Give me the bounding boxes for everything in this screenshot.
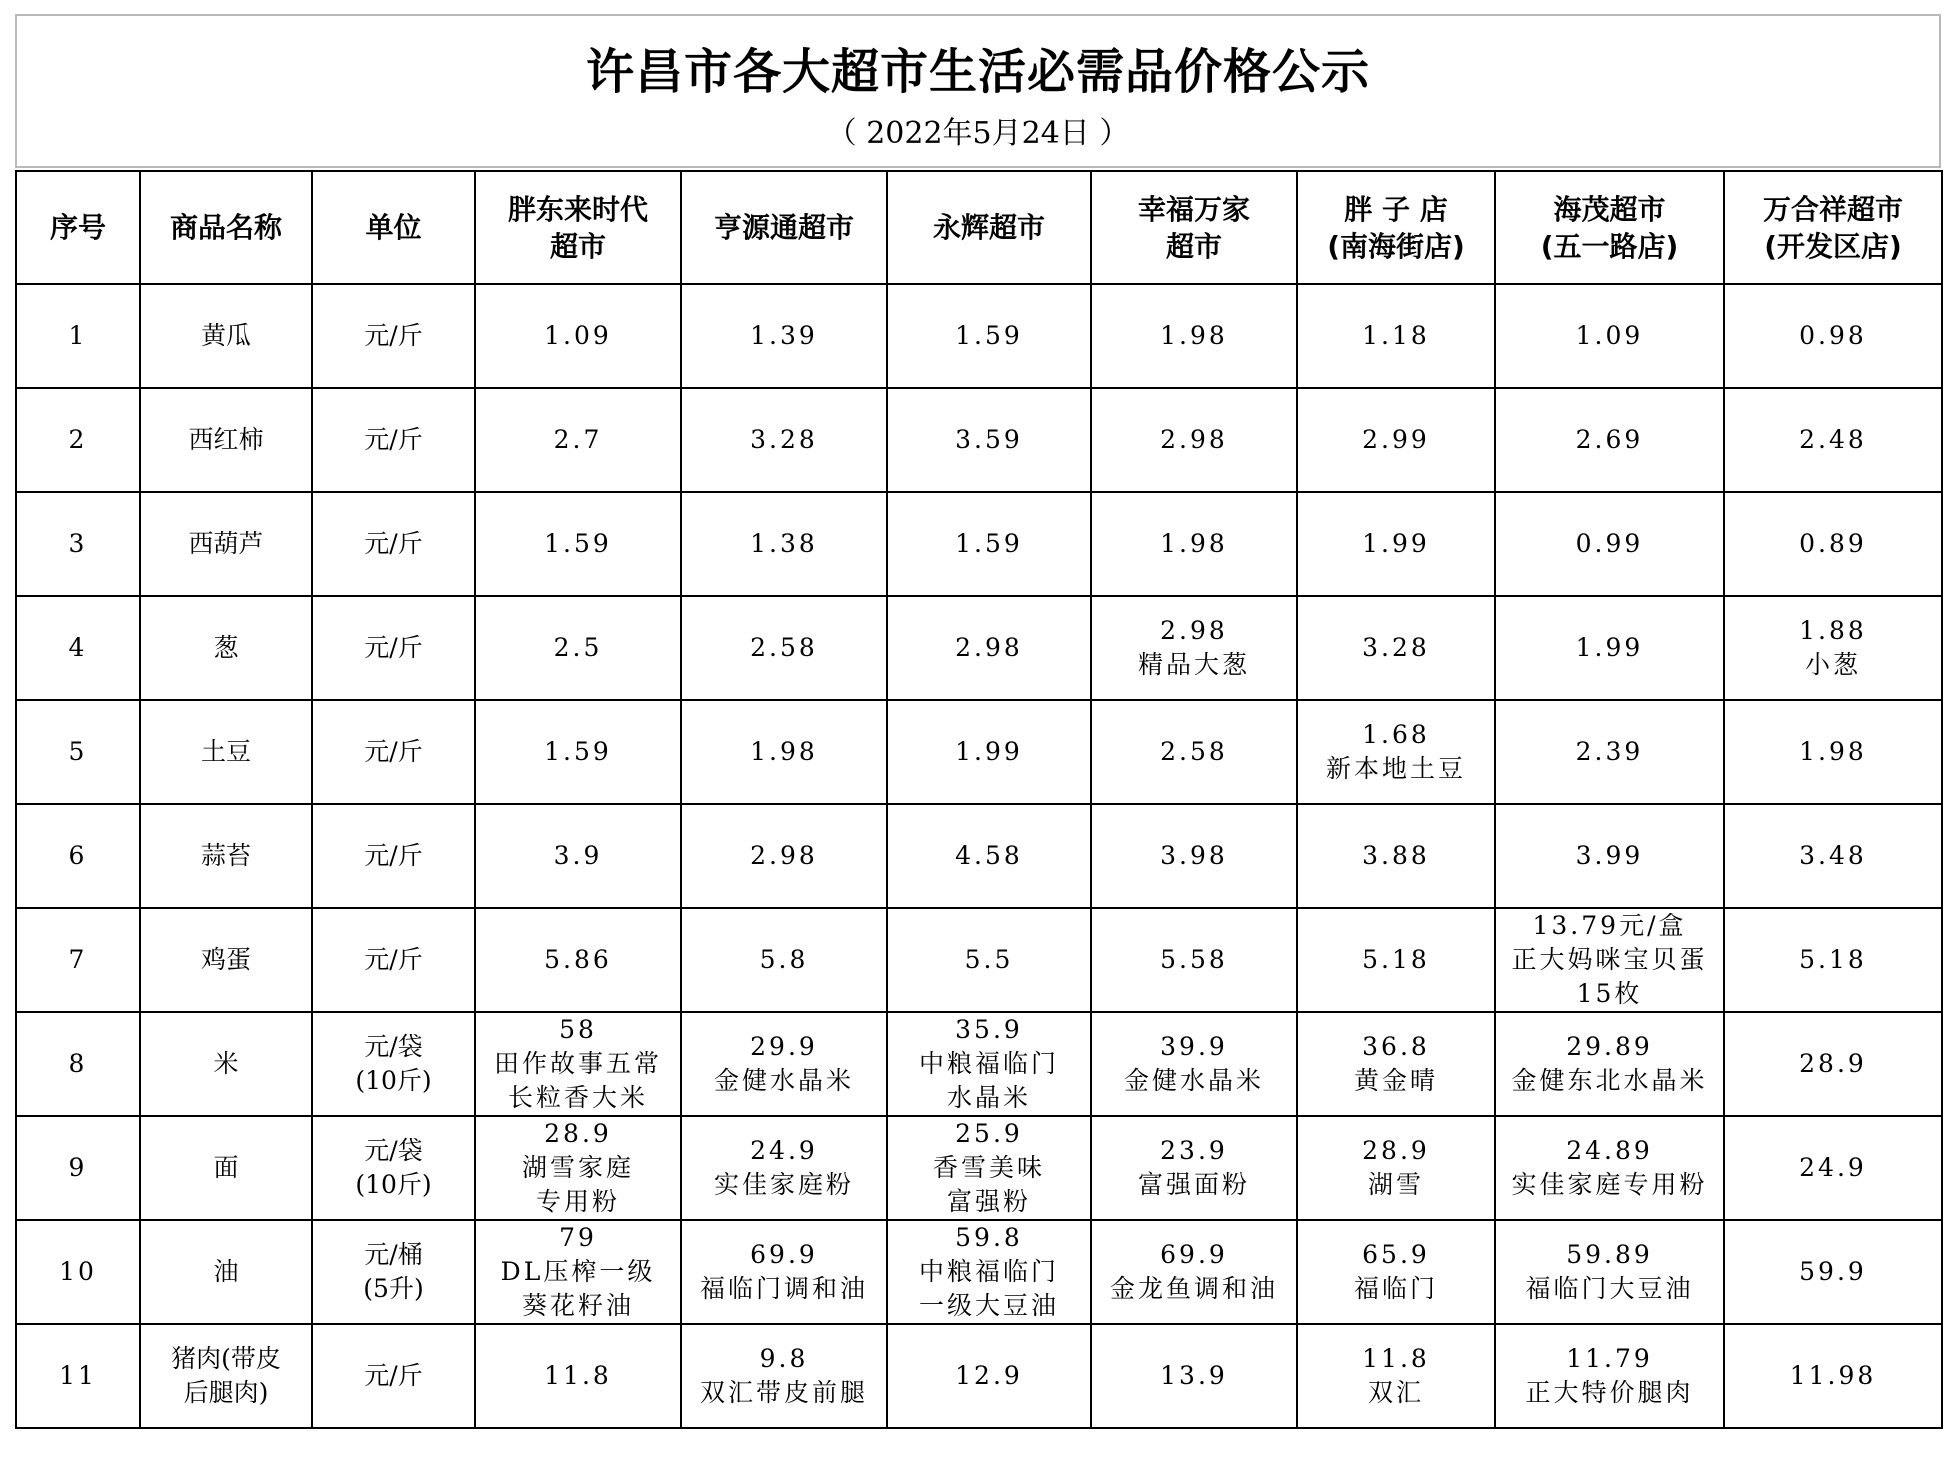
cell-index: 2 [16,388,140,492]
table-row [16,284,1942,388]
cell-pangdonglai: 28.9 湖雪家庭 专用粉 [475,1116,681,1220]
cell-pangdonglai: 3.9 [475,804,681,908]
cell-haimao: 59.89 福临门大豆油 [1495,1220,1724,1324]
header-hengyuantong: 亨源通超市 [681,171,887,284]
cell-hengyuantong: 24.9 实佳家庭粉 [681,1116,887,1220]
cell-wanhexiang: 59.9 [1724,1220,1942,1324]
cell-unit: 元/斤 [312,596,475,700]
cell-xingfuwanjia: 1.98 [1091,284,1297,388]
cell-index: 4 [16,596,140,700]
cell-wanhexiang: 0.98 [1724,284,1942,388]
header-row [16,171,1942,284]
cell-haimao: 2.69 [1495,388,1724,492]
cell-pangzidian: 3.88 [1297,804,1495,908]
cell-yonghui: 35.9 中粮福临门 水晶米 [887,1012,1091,1116]
cell-index: 3 [16,492,140,596]
table-row [16,804,1942,908]
cell-index: 6 [16,804,140,908]
cell-name: 油 [140,1220,312,1324]
cell-name: 猪肉(带皮 后腿肉) [140,1324,312,1428]
cell-wanhexiang: 5.18 [1724,908,1942,1012]
table-row [16,596,1942,700]
header-wanhexiang: 万合祥超市 (开发区店) [1724,171,1942,284]
cell-index: 11 [16,1324,140,1428]
cell-name: 鸡蛋 [140,908,312,1012]
cell-yonghui: 1.59 [887,284,1091,388]
document-date: （ 2022年5月24日 ） [826,116,1130,151]
cell-haimao: 3.99 [1495,804,1724,908]
cell-yonghui: 25.9 香雪美味 富强粉 [887,1116,1091,1220]
cell-yonghui: 3.59 [887,388,1091,492]
cell-unit: 元/斤 [312,388,475,492]
table-row [16,492,1942,596]
cell-index: 10 [16,1220,140,1324]
cell-unit: 元/袋 (10斤) [312,1116,475,1220]
price-table [15,170,1943,1429]
cell-index: 8 [16,1012,140,1116]
cell-name: 蒜苔 [140,804,312,908]
cell-index: 5 [16,700,140,804]
cell-pangdonglai: 58 田作故事五常 长粒香大米 [475,1012,681,1116]
table-row [16,1220,1942,1324]
cell-name: 土豆 [140,700,312,804]
cell-pangzidian: 65.9 福临门 [1297,1220,1495,1324]
cell-index: 7 [16,908,140,1012]
cell-hengyuantong: 9.8 双汇带皮前腿 [681,1324,887,1428]
cell-yonghui: 1.99 [887,700,1091,804]
header-index: 序号 [16,171,140,284]
cell-pangdonglai: 2.5 [475,596,681,700]
cell-hengyuantong: 3.28 [681,388,887,492]
cell-pangzidian: 36.8 黄金晴 [1297,1012,1495,1116]
cell-yonghui: 2.98 [887,596,1091,700]
cell-wanhexiang: 1.98 [1724,700,1942,804]
cell-haimao: 13.79元/盒 正大妈咪宝贝蛋 15枚 [1495,908,1724,1012]
cell-hengyuantong: 2.98 [681,804,887,908]
cell-haimao: 2.39 [1495,700,1724,804]
cell-name: 西红柿 [140,388,312,492]
cell-wanhexiang: 3.48 [1724,804,1942,908]
cell-pangdonglai: 11.8 [475,1324,681,1428]
cell-name: 面 [140,1116,312,1220]
cell-xingfuwanjia: 69.9 金龙鱼调和油 [1091,1220,1297,1324]
cell-wanhexiang: 1.88 小葱 [1724,596,1942,700]
table-row [16,388,1942,492]
cell-pangzidian: 1.68 新本地土豆 [1297,700,1495,804]
cell-wanhexiang: 0.89 [1724,492,1942,596]
cell-haimao: 1.09 [1495,284,1724,388]
cell-hengyuantong: 69.9 福临门调和油 [681,1220,887,1324]
cell-xingfuwanjia: 2.98 精品大葱 [1091,596,1297,700]
cell-hengyuantong: 29.9 金健水晶米 [681,1012,887,1116]
cell-pangdonglai: 1.59 [475,700,681,804]
cell-name: 米 [140,1012,312,1116]
cell-xingfuwanjia: 39.9 金健水晶米 [1091,1012,1297,1116]
cell-xingfuwanjia: 1.98 [1091,492,1297,596]
cell-unit: 元/斤 [312,284,475,388]
cell-hengyuantong: 2.58 [681,596,887,700]
cell-unit: 元/斤 [312,908,475,1012]
cell-haimao: 24.89 实佳家庭专用粉 [1495,1116,1724,1220]
title-block [15,14,1941,168]
cell-xingfuwanjia: 13.9 [1091,1324,1297,1428]
cell-pangzidian: 1.18 [1297,284,1495,388]
table-row [16,700,1942,804]
cell-pangdonglai: 1.59 [475,492,681,596]
cell-wanhexiang: 2.48 [1724,388,1942,492]
cell-xingfuwanjia: 5.58 [1091,908,1297,1012]
cell-hengyuantong: 1.39 [681,284,887,388]
cell-xingfuwanjia: 2.98 [1091,388,1297,492]
cell-unit: 元/斤 [312,492,475,596]
cell-index: 1 [16,284,140,388]
cell-haimao: 11.79 正大特价腿肉 [1495,1324,1724,1428]
cell-unit: 元/袋 (10斤) [312,1012,475,1116]
cell-wanhexiang: 11.98 [1724,1324,1942,1428]
cell-index: 9 [16,1116,140,1220]
table-row [16,908,1942,1012]
cell-name: 葱 [140,596,312,700]
cell-unit: 元/斤 [312,804,475,908]
header-name: 商品名称 [140,171,312,284]
cell-haimao: 29.89 金健东北水晶米 [1495,1012,1724,1116]
cell-pangzidian: 1.99 [1297,492,1495,596]
cell-pangzidian: 11.8 双汇 [1297,1324,1495,1428]
cell-unit: 元/斤 [312,700,475,804]
cell-xingfuwanjia: 3.98 [1091,804,1297,908]
table-row [16,1116,1942,1220]
cell-yonghui: 1.59 [887,492,1091,596]
header-pangzidian: 胖 子 店 (南海街店) [1297,171,1495,284]
cell-yonghui: 4.58 [887,804,1091,908]
cell-hengyuantong: 5.8 [681,908,887,1012]
price-notice-sheet [15,14,1941,1464]
cell-pangzidian: 28.9 湖雪 [1297,1116,1495,1220]
cell-xingfuwanjia: 2.58 [1091,700,1297,804]
cell-unit: 元/斤 [312,1324,475,1428]
cell-pangdonglai: 79 DL压榨一级 葵花籽油 [475,1220,681,1324]
cell-pangdonglai: 1.09 [475,284,681,388]
cell-hengyuantong: 1.98 [681,700,887,804]
header-yonghui: 永辉超市 [887,171,1091,284]
document-title: 许昌市各大超市生活必需品价格公示 [585,44,1370,100]
cell-pangzidian: 2.99 [1297,388,1495,492]
cell-pangdonglai: 5.86 [475,908,681,1012]
cell-wanhexiang: 24.9 [1724,1116,1942,1220]
cell-name: 西葫芦 [140,492,312,596]
table-row [16,1012,1942,1116]
cell-yonghui: 12.9 [887,1324,1091,1428]
cell-unit: 元/桶 (5升) [312,1220,475,1324]
cell-name: 黄瓜 [140,284,312,388]
cell-yonghui: 5.5 [887,908,1091,1012]
cell-pangzidian: 5.18 [1297,908,1495,1012]
cell-xingfuwanjia: 23.9 富强面粉 [1091,1116,1297,1220]
cell-hengyuantong: 1.38 [681,492,887,596]
header-haimao: 海茂超市 (五一路店) [1495,171,1724,284]
table-row [16,1324,1942,1428]
cell-yonghui: 59.8 中粮福临门 一级大豆油 [887,1220,1091,1324]
cell-wanhexiang: 28.9 [1724,1012,1942,1116]
cell-haimao: 0.99 [1495,492,1724,596]
cell-haimao: 1.99 [1495,596,1724,700]
header-xingfuwanjia: 幸福万家 超市 [1091,171,1297,284]
header-pangdonglai: 胖东来时代 超市 [475,171,681,284]
header-unit: 单位 [312,171,475,284]
cell-pangzidian: 3.28 [1297,596,1495,700]
cell-pangdonglai: 2.7 [475,388,681,492]
